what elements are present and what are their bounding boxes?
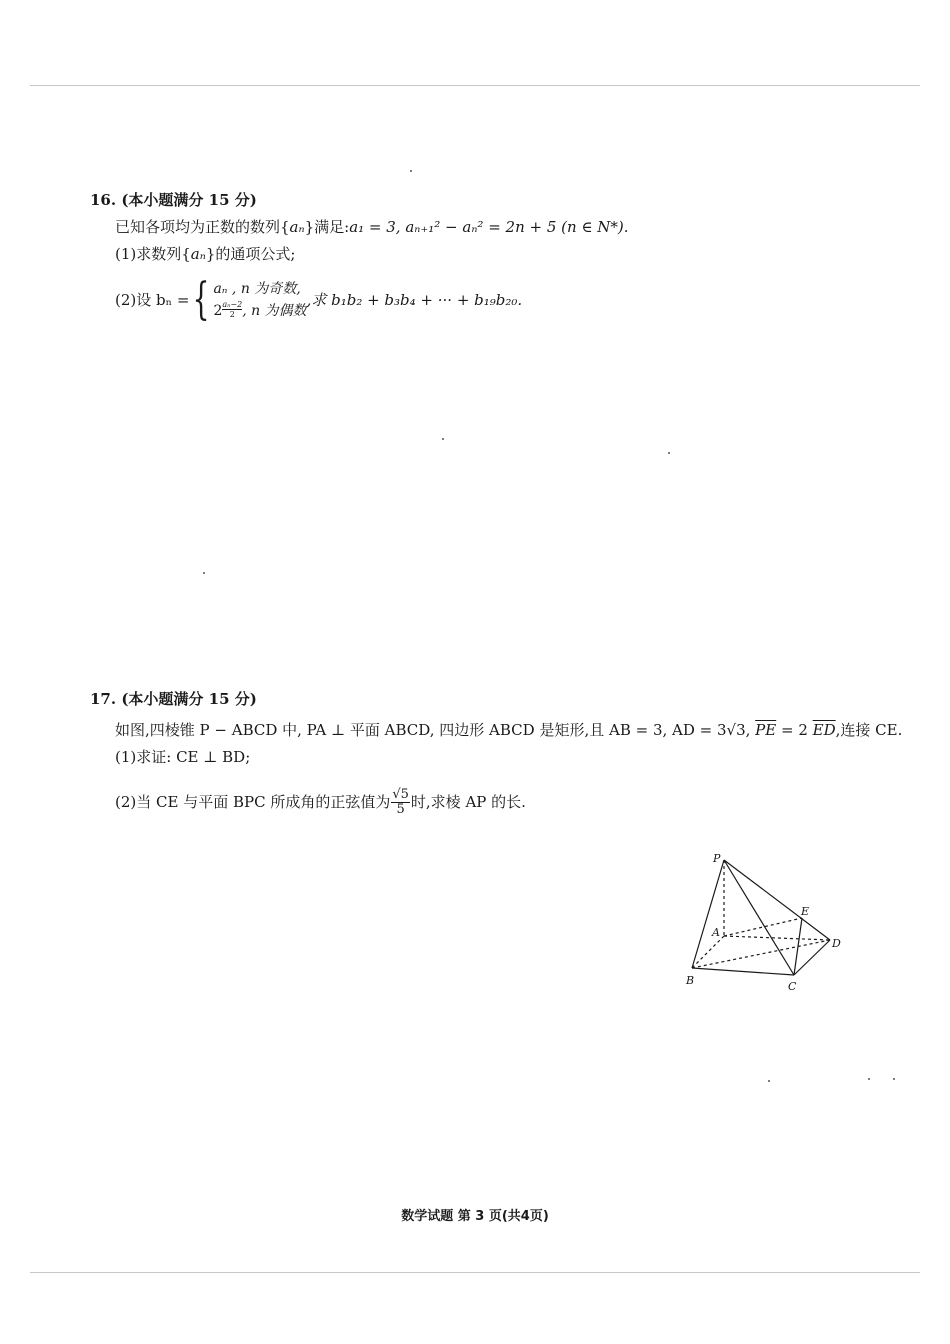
q16-part2 [115, 270, 522, 330]
scan-speck [893, 1078, 895, 1080]
q16-part2-prefix: (2)设 bₙ = [115, 291, 190, 309]
q16-part1-suffix: }的通项公式; [205, 245, 296, 263]
pyramid-figure [680, 848, 850, 993]
label-E: E [801, 905, 810, 918]
label-B: B [686, 974, 695, 987]
q17-stem [115, 720, 902, 740]
q17-stem-eq: = 2 [776, 721, 813, 739]
q17-part1: (1)求证: CE ⊥ BD; [115, 748, 251, 766]
edge-AD [724, 936, 830, 940]
edge-CD [794, 940, 830, 975]
scan-speck [868, 1078, 870, 1080]
q16-stem [115, 217, 629, 237]
q17-header: 17. (本小题满分 15 分) [90, 690, 257, 708]
top-rule [30, 85, 920, 86]
q17-sine-fraction [391, 788, 410, 817]
q16-stem-seq: aₙ [289, 218, 305, 236]
scan-speck [203, 572, 205, 574]
q16-part1-prefix: (1)求数列{ [115, 245, 191, 263]
diag-BD [692, 940, 830, 968]
q16-header: 16. (本小题满分 15 分) [90, 191, 257, 209]
q16-case-even [213, 300, 306, 322]
q17-vector-pe: $\overline{PE}$ [755, 721, 777, 739]
edge-PC [724, 860, 794, 975]
q17-part2-prefix: (2)当 CE 与平面 BPC 所成角的正弦值为 [115, 793, 391, 811]
label-P: P [713, 852, 721, 865]
q16-case-even-tail: , n 为偶数 [242, 303, 307, 319]
q17-frac-den: 5 [396, 801, 405, 817]
q17-stem-a: 如图,四棱锥 P − ABCD 中, PA ⊥ 平面 ABCD, 四边形 ABCD 是矩形,且 AB = 3, AD = 3√3, [115, 721, 756, 739]
label-C: C [788, 980, 797, 993]
q16-exp-num: aₙ−2 [222, 300, 243, 309]
q16-stem-mid: }满足: [304, 218, 350, 236]
q16-exp-den: 2 [229, 310, 235, 319]
q17-frac-num: √5 [392, 786, 409, 802]
q16-case-even-base: 2 [213, 303, 223, 319]
edge-PB [692, 860, 724, 968]
label-A: A [712, 926, 720, 939]
scan-speck [668, 452, 670, 454]
edge-BC [692, 968, 794, 975]
label-D: D [832, 937, 841, 950]
q17-part2 [115, 784, 526, 820]
scan-speck [768, 1080, 770, 1082]
q16-case-odd: aₙ , n 为奇数, [213, 281, 301, 297]
bottom-rule [30, 1272, 920, 1273]
scan-speck [410, 170, 412, 172]
q16-case-even-exponent [222, 300, 242, 319]
q16-part2-suffix: ,求 b₁b₂ + b₃b₄ + ··· + b₁₉b₂₀. [306, 291, 523, 309]
q16-cases [213, 278, 306, 322]
q16-piecewise [189, 274, 307, 325]
q17-vector-ed: $\overline{ED}$ [812, 721, 836, 739]
left-brace: { [193, 274, 210, 325]
q16-part1-seq: aₙ [190, 245, 206, 263]
q17-part2-suffix: 时,求棱 AP 的长. [410, 793, 526, 811]
page-footer: 数学试题 第 3 页(共4页) [401, 1209, 549, 1224]
edge-PD [724, 860, 830, 940]
q16-part1 [115, 244, 295, 264]
q17-stem-b: ,连接 CE. [835, 721, 903, 739]
q16-stem-prefix: 已知各项均为正数的数列{ [115, 218, 290, 236]
segment-AE [724, 918, 802, 936]
q16-stem-condition: a₁ = 3, aₙ₊₁² − aₙ² = 2n + 5 (n ∈ N*). [349, 218, 629, 236]
scan-speck [442, 438, 444, 440]
